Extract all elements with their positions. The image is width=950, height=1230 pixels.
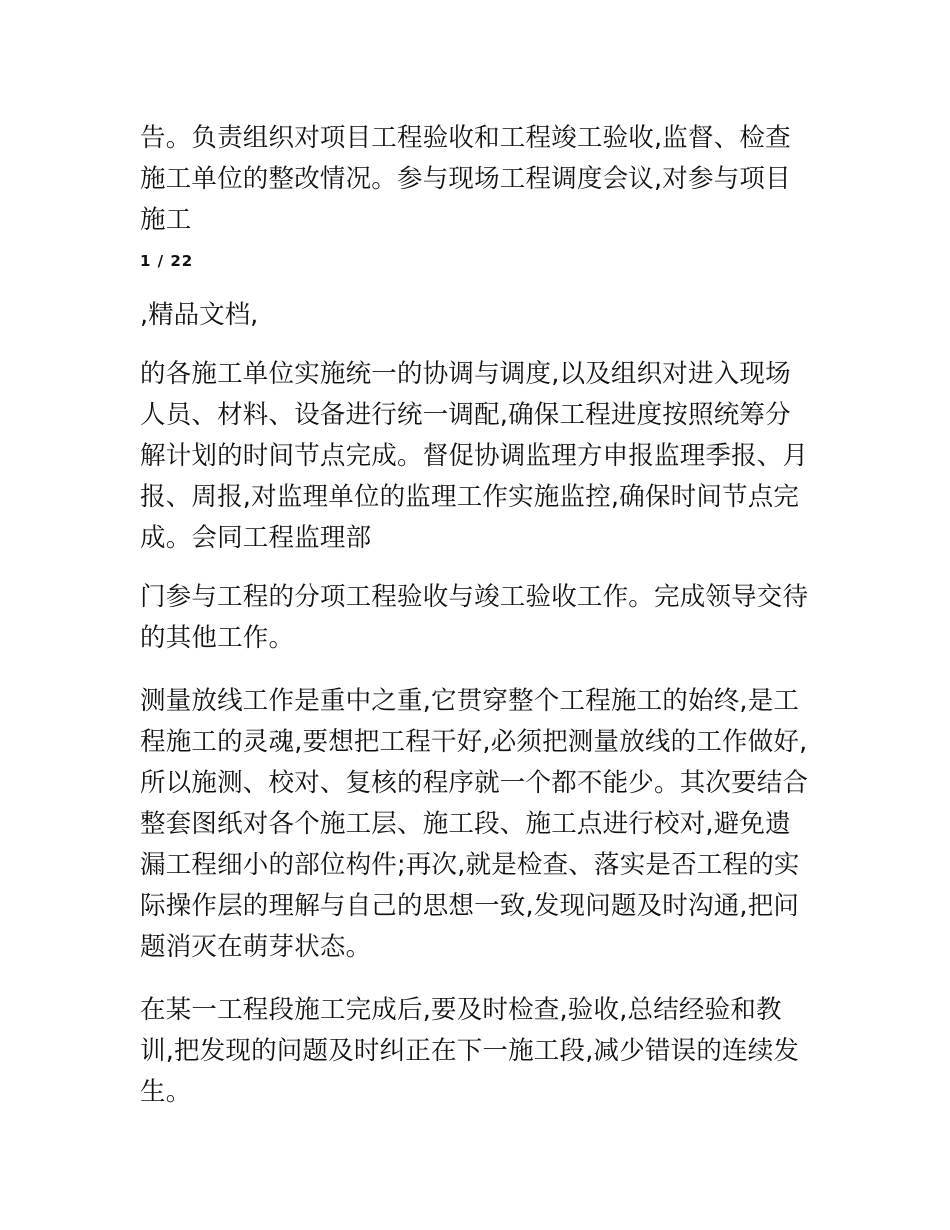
document-page [140,118,812,1113]
document-tag: ,精品文档, [140,300,259,330]
paragraph-5: 在某一工程段施工完成后,要及时检查,验收,总结经验和教训,把发现的问题及时纠正在下一施工段,减少错误的连续发生。 [140,995,800,1107]
paragraph-1: 告。负责组织对项目工程验收和工程竣工验收,监督、检查施工单位的整改情况。参与现场工程调度会议,对参与项目施工 [140,123,791,235]
paragraph-3: 门参与工程的分项工程验收与竣工验收工作。完成领导交待的其他工作。 [140,582,809,653]
paragraph-4: 测量放线工作是重中之重,它贯穿整个工程施工的始终,是工程施工的灵魂,要想把工程干好,必须把测量放线的工作做好,所以施测、校对、复核的程序就一个都不能少。其次要结合整套图纸对各个施工层、施工段、施工点进行校对,避免遗漏工程细小的部位构件;再次,就是检查、落实是否工程的实际操作层的理解与自己的思想一致,发现问题及时沟通,把问题消灭在萌芽状态。 [140,686,809,962]
paragraph-2: 的各施工单位实施统一的协调与调度,以及组织对进入现场人员、材料、设备进行统一调配,确保工程进度按照统筹分解计划的时间节点完成。督促协调监理方申报监理季报、月报、周报,对监理单位的监理工作实施监控,确保时间节点完成。会同工程监理部 [140,359,809,553]
page-number: 1 / 22 [140,252,194,270]
